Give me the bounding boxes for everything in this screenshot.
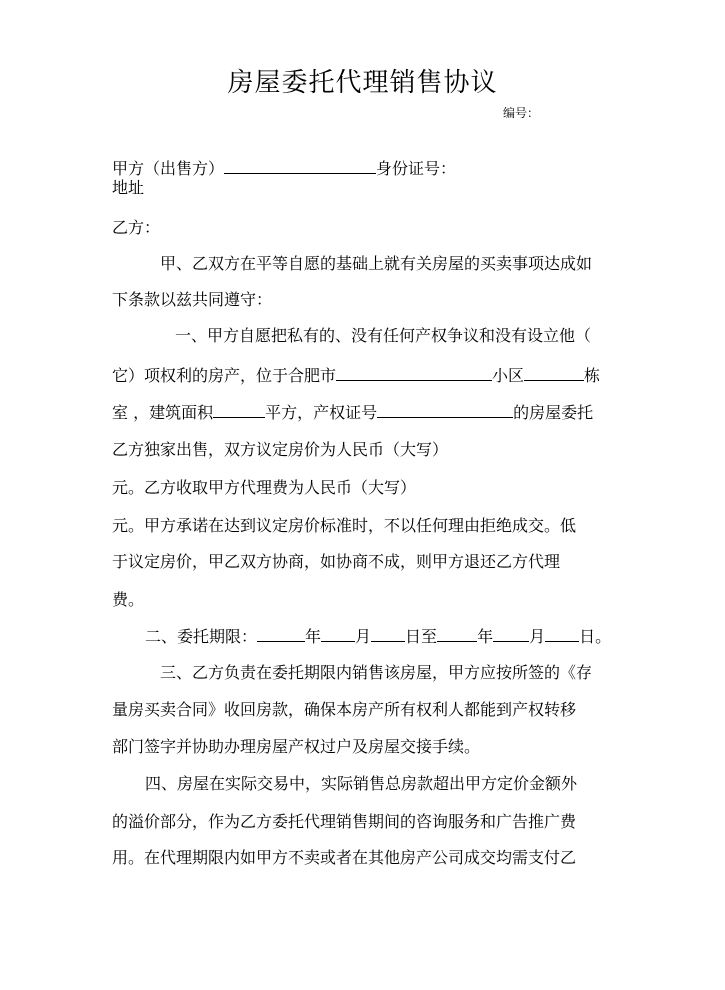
clause2-start-year-label: 年 [305,627,322,646]
party-a-label: 甲方（出售方） [112,159,225,178]
intro-line-2: 下条款以兹共同遵守： [112,290,273,309]
clause1-room-area-label: 室 ，建筑面积 [112,403,214,422]
party-a-address-label: 地址 [112,178,145,197]
clause1-line-8: 费。 [112,590,145,609]
clause3-line-1: 三、乙方负责在委托期限内销售该房屋，甲方应按所签的《存 [160,663,593,682]
clause2-start-month-blank [321,626,355,642]
clause1-city-blank [336,365,492,381]
party-a-name-blank [224,158,376,174]
clause1-line-2 [112,365,600,386]
clause1-building-label: 栋 [584,366,601,385]
clause1-line-1: 一、甲方自愿把私有的、没有任何产权争议和没有设立他（ [175,326,592,345]
clause2-start-month-label: 月 [355,627,372,646]
clause1-area-blank [213,402,265,418]
clause2-to-label: 日至 [405,627,438,646]
intro-line-1: 甲、乙双方在平等自愿的基础上就有关房屋的买卖事项达成如 [160,254,593,273]
clause2-end-year-blank [437,626,477,642]
clause2-end-day-blank [545,626,579,642]
clause1-line-7: 于议定房价，甲乙双方协商，如协商不成，则甲方退还乙方代理 [112,552,561,571]
clause2-end-day-label: 日。 [579,627,612,646]
document-number-label: 编号： [503,106,540,120]
clause1-community-label: 小区 [492,366,525,385]
clause2-end-month-blank [493,626,529,642]
clause1-location-label: 它）项权利的房产，位于合肥市 [112,366,337,385]
clause1-line-4: 乙方独家出售，双方议定房价为人民币（大写） [112,440,449,459]
clause1-line-5: 元。乙方收取甲方代理费为人民币（大写） [112,478,417,497]
party-a-id-label: 身份证号： [376,159,457,178]
clause2-end-month-label: 月 [529,627,546,646]
party-a-line [112,158,456,179]
clause2-line [145,626,611,647]
clause2-start-day-blank [371,626,405,642]
clause1-line-3 [112,402,593,423]
clause4-line-1: 四、房屋在实际交易中，实际销售总房款超出甲方定价金额外 [145,774,578,793]
clause2-start-year-blank [257,626,305,642]
clause2-label: 二、委托期限： [145,627,258,646]
clause4-line-2: 的溢价部分，作为乙方委托代理销售期间的咨询服务和广告推广费 [112,812,577,831]
clause1-line-6: 元。甲方承诺在达到议定房价标准时，不以任何理由拒绝成交。低 [112,516,577,535]
clause3-line-2: 量房买卖合同》收回房款，确保本房产所有权利人都能到产权转移 [112,700,577,719]
clause1-entrust-label: 的房屋委托 [513,403,594,422]
document-title: 房屋委托代理销售协议 [227,68,498,98]
party-b-label: 乙方： [112,218,161,237]
clause1-building-blank [524,365,584,381]
clause3-line-3: 部门签字并协助办理房屋产权过户及房屋交接手续。 [112,737,481,756]
clause1-certificate-blank [377,402,513,418]
clause4-line-3: 用。在代理期限内如甲方不卖或者在其他房产公司成交均需支付乙 [112,848,577,867]
clause2-end-year-label: 年 [477,627,494,646]
clause1-certificate-label: 平方，产权证号 [265,403,378,422]
